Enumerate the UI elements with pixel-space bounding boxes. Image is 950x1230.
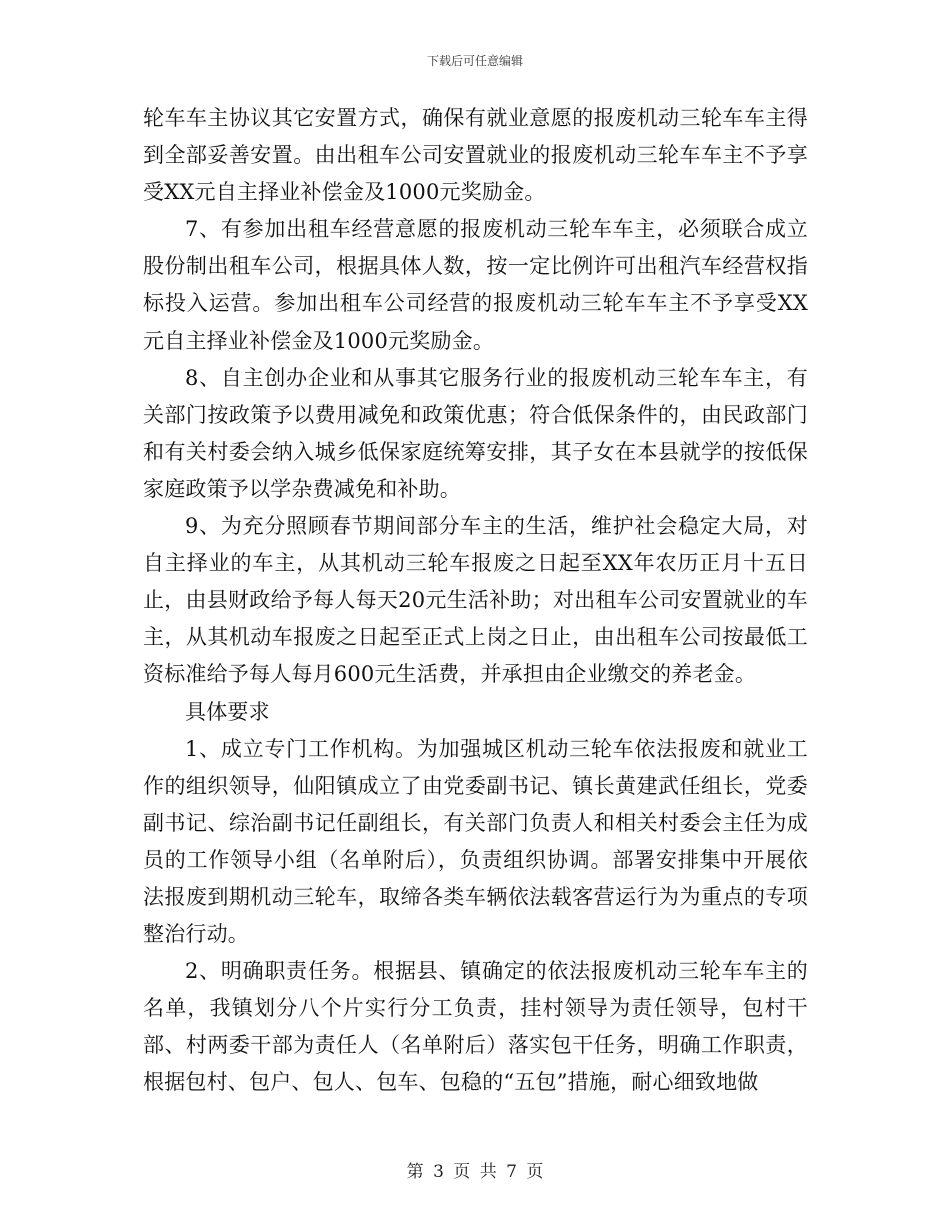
paragraph-item-8: 8、自主创办企业和从事其它服务行业的报废机动三轮车车主，有关部门按政策予以费用减免和政策优惠；符合低保条件的，由民政部门和有关村委会纳入城乡低保家庭统筹安排，其子女在本县就学的按低保家庭政策予以学杂费减免和补助。 [143,365,808,501]
page-number-footer: 第 3 页 共 7 页 [406,1162,544,1182]
document-body [143,100,808,1102]
paragraph-item-9: 9、为充分照顾春节期间部分车主的生活，维护社会稳定大局，对自主择业的车主，从其机动三轮车报废之日起至XX年农历正月十五日止，由县财政给予每人每天20元生活补助；对出租车公司安置就业的车主，从其机动车报废之日起至正式上岗之日止，由出租车公司按最低工资标准给予每人每月600元生活费，并承担由企业缴交的养老金。 [143,514,808,687]
paragraph-requirement-2: 2、明确职责任务。根据县、镇确定的依法报废机动三轮车车主的名单，我镇划分八个片实行分工负责，挂村领导为责任领导，包村干部、村两委干部为责任人（名单附后）落实包干任务，明确工作职责，根据包村、包户、包人、包车、包稳的“五包”措施，耐心细致地做 [143,959,808,1095]
paragraph-requirement-1: 1、成立专门工作机构。为加强城区机动三轮车依法报废和就业工作的组织领导，仙阳镇成立了由党委副书记、镇长黄建武任组长，党委副书记、综治副书记任副组长，有关部门负责人和相关村委会主任为成员的工作领导小组（名单附后），负责组织协调。部署安排集中开展依法报废到期机动三轮车，取缔各类车辆依法载客营运行为为重点的专项整治行动。 [143,736,808,947]
page-header-note: 下载后可任意编辑 [426,54,523,68]
paragraph-item-7: 7、有参加出租车经营意愿的报废机动三轮车车主，必须联合成立股份制出租车公司，根据具体人数，按一定比例许可出租汽车经营权指标投入运营。参加出租车公司经营的报废机动三轮车车主不予享受XX元自主择业补偿金及1000元奖励金。 [143,217,808,353]
section-heading-requirements: 具体要求 [185,699,270,724]
paragraph-continuation: 轮车车主协议其它安置方式，确保有就业意愿的报废机动三轮车车主得到全部妥善安置。由出租车公司安置就业的报废机动三轮车车主不予享受XX元自主择业补偿金及1000元奖励金。 [143,106,808,205]
